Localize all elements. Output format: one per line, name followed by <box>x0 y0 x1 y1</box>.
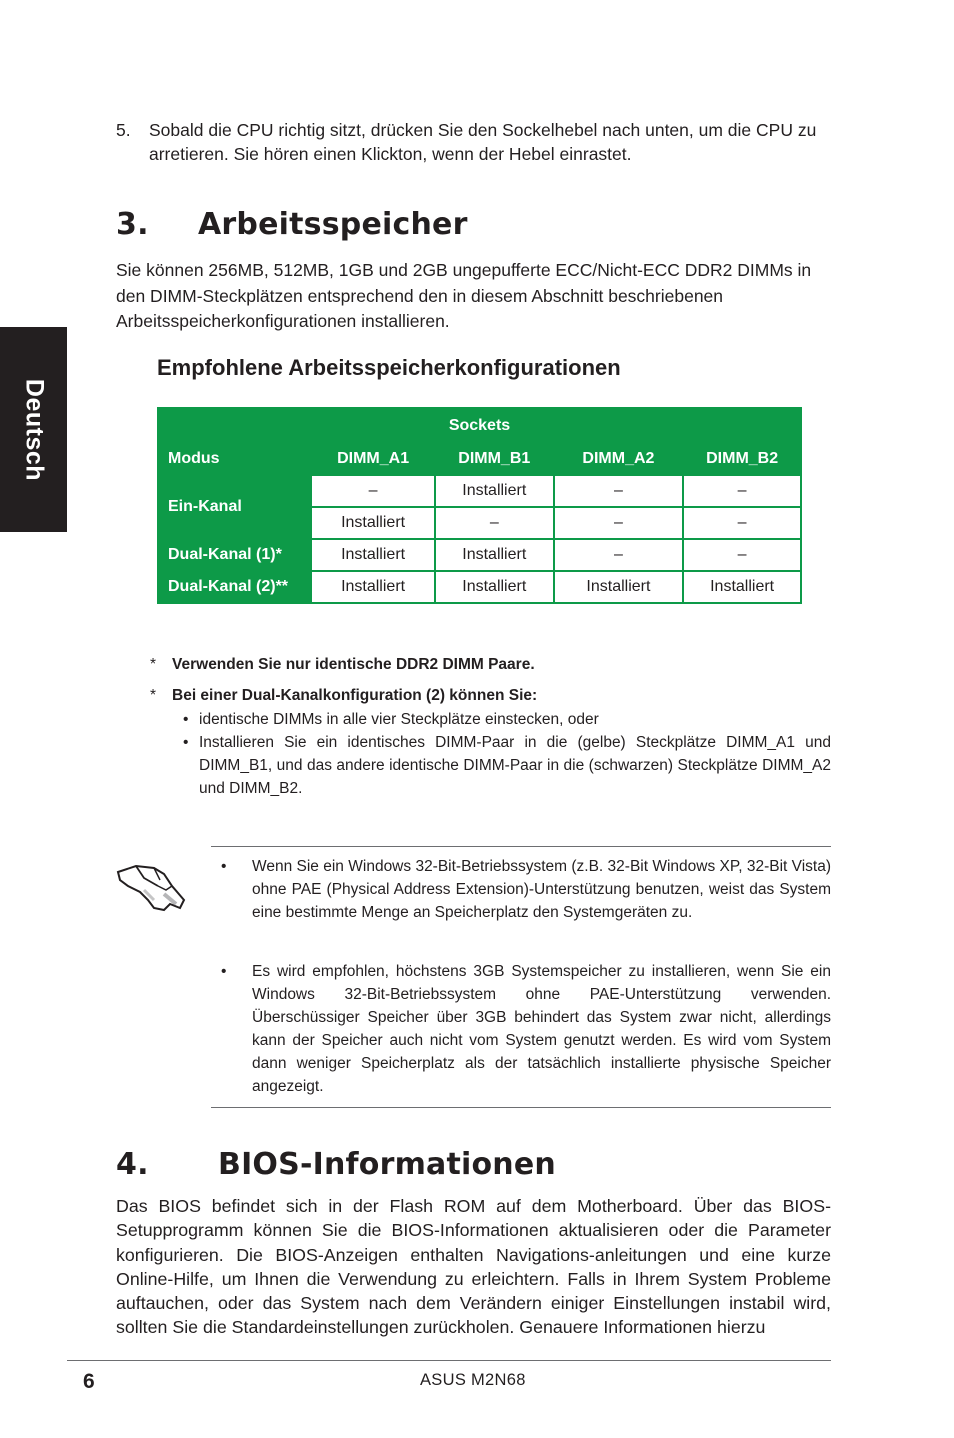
step-5-text: Sobald die CPU richtig sitzt, drücken Sie den Sockelhebel nach unten, um die CPU zu arretieren. Sie hören einen Klickton, wenn der Hebel einrastet. <box>149 120 817 164</box>
table-header-row <box>158 443 801 475</box>
table-cell: Installiert <box>435 571 554 603</box>
col-header-dimm-b1: DIMM_B1 <box>435 443 554 475</box>
section-3-title: Arbeitsspeicher <box>198 207 468 242</box>
table-cell: Installiert <box>683 571 801 603</box>
table-cell: – <box>554 539 684 571</box>
mode-cell: Dual-Kanal (2)** <box>158 571 311 603</box>
note-top-rule <box>211 846 831 847</box>
pointing-hand-icon <box>114 860 188 918</box>
table-cell: – <box>683 475 801 507</box>
section-4-title: BIOS-Informationen <box>218 1147 556 1182</box>
note-bottom-rule <box>211 1107 831 1108</box>
table-cell: Installiert <box>435 539 554 571</box>
col-header-dimm-a2: DIMM_A2 <box>554 443 684 475</box>
mode-cell: Dual-Kanal (1)* <box>158 539 311 571</box>
language-tab-label: Deutsch <box>20 378 48 481</box>
table-cell: Installiert <box>435 475 554 507</box>
footnote-2-text: Bei einer Dual-Kanalkonfiguration (2) können Sie: <box>172 687 538 704</box>
bullet-mark: • <box>183 711 189 728</box>
col-header-modus: Modus <box>158 443 311 475</box>
step-5 <box>116 118 832 166</box>
note-bullet-mark: • <box>221 963 227 980</box>
sockets-header: Sockets <box>158 408 801 443</box>
table-cell: Installiert <box>311 539 435 571</box>
section-4-number: 4. <box>116 1147 149 1182</box>
table-cell: Installiert <box>554 571 684 603</box>
table-row <box>158 571 801 603</box>
table-cell: – <box>554 475 684 507</box>
footnote-1-mark: * <box>150 656 157 673</box>
note-bullet-mark: • <box>221 858 227 875</box>
footnote-2 <box>150 687 830 705</box>
footnote-bullet <box>183 731 831 800</box>
page-number: 6 <box>83 1370 95 1393</box>
memory-config-table <box>157 407 802 604</box>
table-cell: Installiert <box>311 571 435 603</box>
table-cell: – <box>683 507 801 539</box>
footnote-bullet-text: identische DIMMs in alle vier Steckplätze einstecken, oder <box>199 711 599 728</box>
table-row <box>158 539 801 571</box>
section-3-number: 3. <box>116 207 149 242</box>
footnote-2-mark: * <box>150 687 157 704</box>
section-3-heading <box>116 207 468 242</box>
footnote-1 <box>150 656 830 674</box>
table-cell: – <box>683 539 801 571</box>
language-tab <box>0 327 67 532</box>
note-item-1 <box>221 855 831 924</box>
section-4-heading <box>116 1147 556 1182</box>
footer-model: ASUS M2N68 <box>420 1371 526 1389</box>
table-cell: – <box>311 475 435 507</box>
step-5-number: 5. <box>116 120 131 140</box>
section-3-intro: Sie können 256MB, 512MB, 1GB und 2GB ungepufferte ECC/Nicht-ECC DDR2 DIMMs in den DIMM-Steckplätzen entsprechend den in diesem Abschnitt beschriebenen Arbeitsspeicherkonfigurationen installieren. <box>116 260 812 331</box>
memory-config-subheading: Empfohlene Arbeitsspeicherkonfigurationen <box>157 355 621 380</box>
table-row <box>158 475 801 507</box>
col-header-dimm-b2: DIMM_B2 <box>683 443 801 475</box>
footnote-bullet-text: Installieren Sie ein identisches DIMM-Paar in die (gelbe) Steckplätze DIMM_A1 und DIMM_B1, und das andere identische DIMM-Paar in die (schwarzen) Steckplätze DIMM_A2 und DIMM_B2. <box>199 734 831 797</box>
note-item-1-text: Wenn Sie ein Windows 32-Bit-Betriebssystem (z.B. 32-Bit Windows XP, 32-Bit Vista) ohne PAE (Physical Address Extension)-Unterstützung benutzen, weist das System eine bestimmte Menge an Speicherplatz den Systemgeräten zu. <box>252 858 831 921</box>
table-sockets-row <box>158 408 801 443</box>
bullet-mark: • <box>183 734 189 751</box>
footnote-bullet <box>183 708 831 731</box>
footnote-1-text: Verwenden Sie nur identische DDR2 DIMM Paare. <box>172 656 535 673</box>
table-cell: Installiert <box>311 507 435 539</box>
table-cell: – <box>554 507 684 539</box>
note-item-2-text: Es wird empfohlen, höchstens 3GB Systemspeicher zu installieren, wenn Sie ein Windows 32-Bit-Betriebssystem ohne PAE-Unterstützung verwenden. Überschüssiger Speicher über 3GB behindert das System zwar nicht, allerdings kann der Speicher auch nicht vom System genutzt werden. Es wird vom System dann weniger Speicherplatz als der tatsächlich installierte physische Speicher angezeigt. <box>252 963 831 1095</box>
footer-rule <box>67 1360 831 1361</box>
section-4-body: Das BIOS befindet sich in der Flash ROM auf dem Motherboard. Über das BIOS-Setupprogramm können Sie die BIOS-Informationen aktualisieren oder die Parameter konfigurieren. Die BIOS-Anzeigen enthalten Navigations-anleitungen und eine kurze Online-Hilfe, um Ihnen die Verwendung zu erleichtern. Falls in Ihrem System Probleme auftauchen, oder das System nach dem Verändern einiger Einstellungen instabil wird, sollten Sie die Standardeinstellungen zurückholen. Genauere Informationen hierzu <box>116 1196 831 1338</box>
table-cell: – <box>435 507 554 539</box>
mode-cell: Ein-Kanal <box>158 475 311 539</box>
col-header-dimm-a1: DIMM_A1 <box>311 443 435 475</box>
note-item-2 <box>221 960 831 1098</box>
